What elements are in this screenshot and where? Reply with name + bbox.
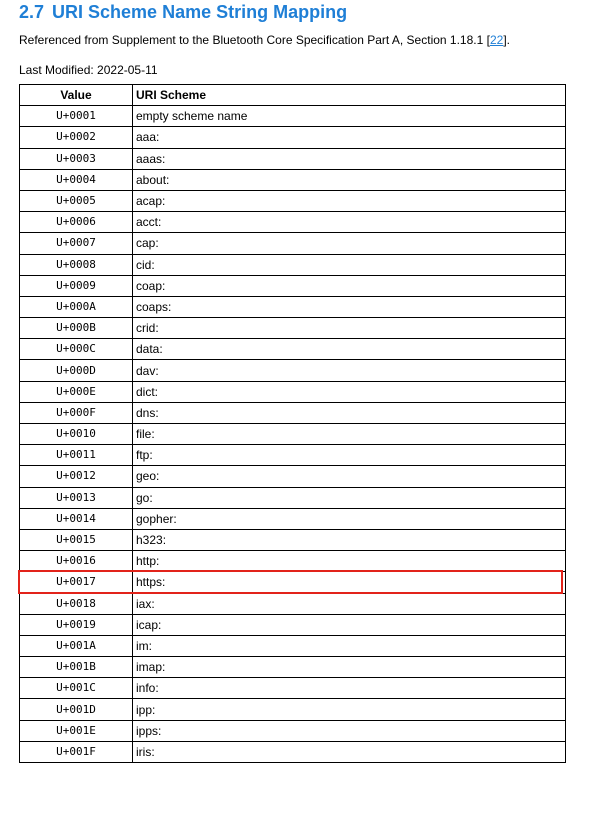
uri-scheme-cell: file: — [133, 424, 566, 445]
uri-scheme-cell: dav: — [133, 360, 566, 381]
last-modified: Last Modified: 2022-05-11 — [19, 63, 158, 77]
table-row — [20, 148, 566, 169]
uri-scheme-cell: h323: — [133, 529, 566, 550]
uri-scheme-cell: aaa: — [133, 127, 566, 148]
table-row — [20, 720, 566, 741]
table-row — [20, 402, 566, 423]
table-row — [20, 381, 566, 402]
uri-scheme-cell: aaas: — [133, 148, 566, 169]
uri-scheme-cell: cid: — [133, 254, 566, 275]
value-cell: U+000C — [20, 339, 133, 360]
value-cell: U+0003 — [20, 148, 133, 169]
uri-scheme-cell: ipps: — [133, 720, 566, 741]
table-row — [20, 487, 566, 508]
value-cell: U+0012 — [20, 466, 133, 487]
value-cell: U+0002 — [20, 127, 133, 148]
value-cell: U+0015 — [20, 529, 133, 550]
value-cell: U+001B — [20, 657, 133, 678]
value-cell: U+001A — [20, 635, 133, 656]
value-cell: U+000B — [20, 318, 133, 339]
table-row — [20, 318, 566, 339]
uri-scheme-cell: cap: — [133, 233, 566, 254]
table-row — [20, 254, 566, 275]
value-cell: U+0014 — [20, 508, 133, 529]
value-cell: U+000E — [20, 381, 133, 402]
uri-scheme-cell: imap: — [133, 657, 566, 678]
table-row — [20, 127, 566, 148]
value-cell: U+000A — [20, 296, 133, 317]
section-title: URI Scheme Name String Mapping — [52, 2, 348, 22]
value-cell: U+0001 — [20, 106, 133, 127]
value-cell: U+0016 — [20, 551, 133, 572]
header-uri-scheme: URI Scheme — [133, 85, 566, 106]
value-cell: U+001F — [20, 741, 133, 762]
value-cell: U+0010 — [20, 424, 133, 445]
uri-scheme-cell: data: — [133, 339, 566, 360]
uri-scheme-cell: empty scheme name — [133, 106, 566, 127]
uri-scheme-cell: icap: — [133, 614, 566, 635]
table-body — [20, 106, 566, 763]
value-cell: U+0013 — [20, 487, 133, 508]
uri-scheme-cell: ftp: — [133, 445, 566, 466]
table-row — [20, 233, 566, 254]
value-cell: U+0005 — [20, 190, 133, 211]
table-row — [20, 190, 566, 211]
reference-suffix: ]. — [503, 33, 510, 47]
table-row — [20, 106, 566, 127]
uri-scheme-cell: geo: — [133, 466, 566, 487]
uri-scheme-cell: http: — [133, 551, 566, 572]
table-row — [20, 212, 566, 233]
value-cell: U+0017 — [20, 572, 133, 593]
reference-text: Referenced from Supplement to the Bluetooth Core Specification Part A, Section 1.18.1 [ — [19, 33, 490, 47]
uri-scheme-cell: go: — [133, 487, 566, 508]
section-number: 2.7 — [19, 2, 45, 22]
table-row — [20, 678, 566, 699]
uri-scheme-cell: dns: — [133, 402, 566, 423]
value-cell: U+001E — [20, 720, 133, 741]
uri-scheme-cell: crid: — [133, 318, 566, 339]
value-cell: U+0009 — [20, 275, 133, 296]
uri-scheme-cell: coaps: — [133, 296, 566, 317]
table-row — [20, 339, 566, 360]
value-cell: U+0004 — [20, 169, 133, 190]
table-row — [20, 741, 566, 762]
value-cell: U+0011 — [20, 445, 133, 466]
uri-scheme-cell: im: — [133, 635, 566, 656]
table-row — [20, 296, 566, 317]
value-cell: U+001D — [20, 699, 133, 720]
uri-scheme-cell: acct: — [133, 212, 566, 233]
uri-scheme-cell: gopher: — [133, 508, 566, 529]
uri-scheme-cell: dict: — [133, 381, 566, 402]
uri-scheme-cell: ipp: — [133, 699, 566, 720]
uri-scheme-cell: acap: — [133, 190, 566, 211]
table-row — [20, 657, 566, 678]
uri-scheme-cell: info: — [133, 678, 566, 699]
uri-scheme-cell: iris: — [133, 741, 566, 762]
reference-line — [19, 33, 510, 48]
value-cell: U+0006 — [20, 212, 133, 233]
table-row — [20, 614, 566, 635]
table-row — [20, 275, 566, 296]
table-row — [20, 466, 566, 487]
table-row — [20, 508, 566, 529]
uri-scheme-cell: coap: — [133, 275, 566, 296]
table-row — [20, 551, 566, 572]
table-row — [20, 360, 566, 381]
table-row — [20, 169, 566, 190]
table-row — [20, 424, 566, 445]
uri-scheme-cell: iax: — [133, 593, 566, 614]
table-row — [20, 593, 566, 614]
value-cell: U+0018 — [20, 593, 133, 614]
uri-scheme-cell: https: — [133, 572, 566, 593]
table-row — [20, 635, 566, 656]
table-row — [20, 445, 566, 466]
value-cell: U+0008 — [20, 254, 133, 275]
table-header-row — [20, 85, 566, 106]
value-cell: U+000F — [20, 402, 133, 423]
table-row — [20, 529, 566, 550]
table-row — [20, 699, 566, 720]
table-row — [20, 572, 566, 593]
value-cell: U+0007 — [20, 233, 133, 254]
value-cell: U+000D — [20, 360, 133, 381]
section-heading — [19, 0, 347, 24]
value-cell: U+0019 — [20, 614, 133, 635]
value-cell: U+001C — [20, 678, 133, 699]
uri-scheme-table — [19, 84, 566, 763]
header-value: Value — [20, 85, 133, 106]
uri-scheme-cell: about: — [133, 169, 566, 190]
reference-link[interactable]: 22 — [489, 33, 504, 47]
